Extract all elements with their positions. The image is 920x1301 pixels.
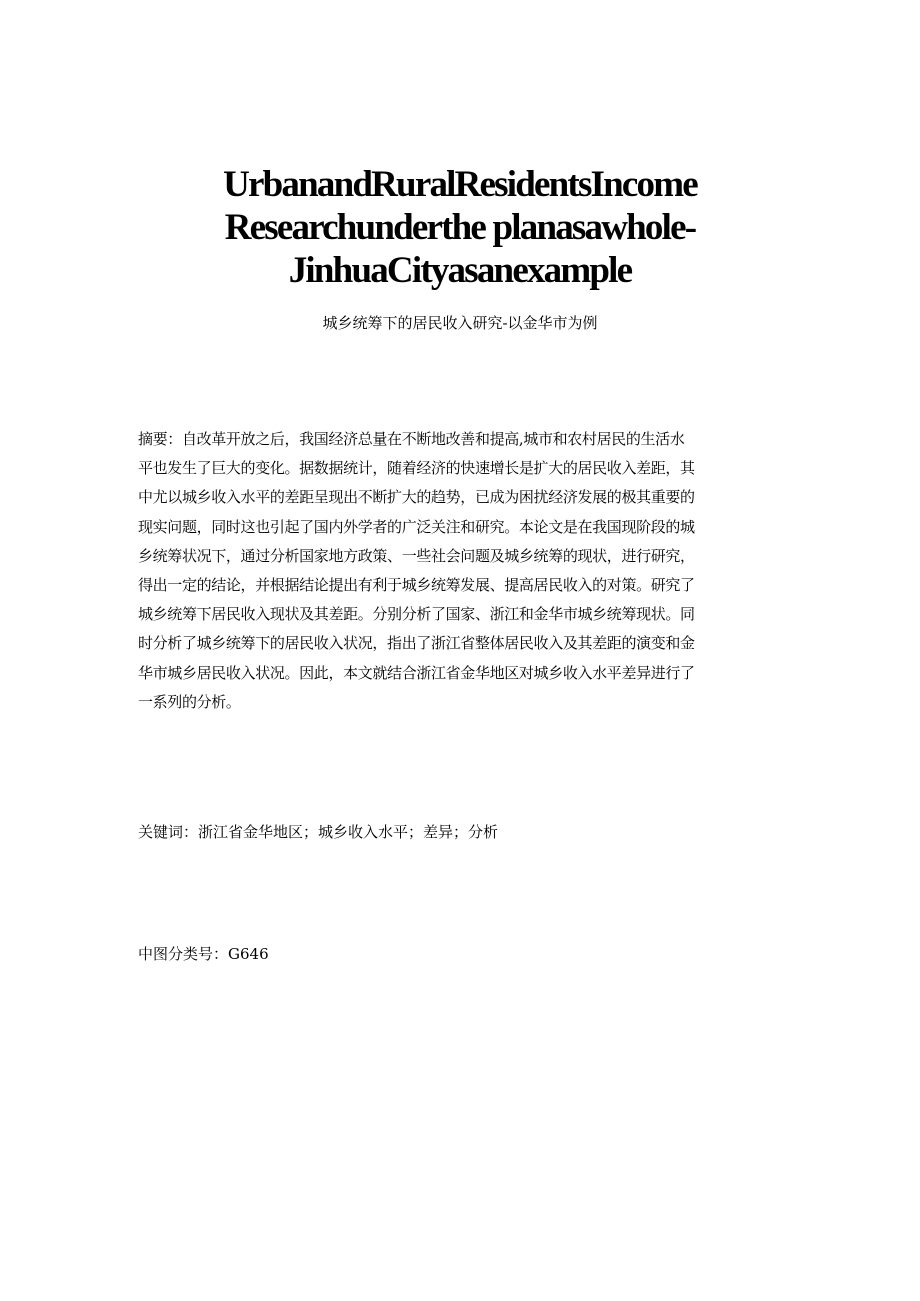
abstract xyxy=(138,425,788,717)
abstract-line: 华市城乡居民收入状况。因此，本文就结合浙江省金华地区对城乡收入水平差异进行了 xyxy=(138,663,695,682)
abstract-line: 得出一定的结论，并根据结论提出有利于城乡统筹发展、提高居民收入的对策。研究了 xyxy=(138,576,695,595)
abstract-line: 中尤以城乡收入水平的差距呈现出不断扩大的趋势，已成为困扰经济发展的极其重要的 xyxy=(138,488,695,507)
keywords: 关键词：浙江省金华地区；城乡收入水平；差异；分析 xyxy=(138,823,499,841)
abstract-line: 一系列的分析。 xyxy=(138,692,241,711)
english-title-line-1: UrbanandRuralResidentsIncome xyxy=(223,164,697,205)
english-title-line-3: JinhuaCityasanexample xyxy=(288,250,632,291)
english-title-line-2: Researchunderthe planasawhole- xyxy=(224,207,696,248)
abstract-line: 乡统筹状况下，通过分析国家地方政策、一些社会问题及城乡统筹的现状，进行研究， xyxy=(138,546,695,565)
abstract-line: 摘要：自改革开放之后，我国经济总量在不断地改善和提高,城市和农村居民的生活水 xyxy=(138,430,685,448)
abstract-line: 时分析了城乡统筹下的居民收入状况，指出了浙江省整体居民收入及其差距的演变和金 xyxy=(138,634,695,653)
abstract-line: 平也发生了巨大的变化。据数据统计，随着经济的快速增长是扩大的居民收入差距，其 xyxy=(138,459,695,478)
english-title xyxy=(110,163,810,292)
abstract-line: 现实问题，同时这也引起了国内外学者的广泛关注和研究。本论文是在我国现阶段的城 xyxy=(138,517,695,536)
classification-number: 中图分类号：G646 xyxy=(138,945,269,963)
abstract-line: 城乡统筹下居民收入现状及其差距。分别分析了国家、浙江和金华市城乡统筹现状。同 xyxy=(138,605,695,624)
chinese-title: 城乡统筹下的居民收入研究-以金华市为例 xyxy=(322,314,598,332)
